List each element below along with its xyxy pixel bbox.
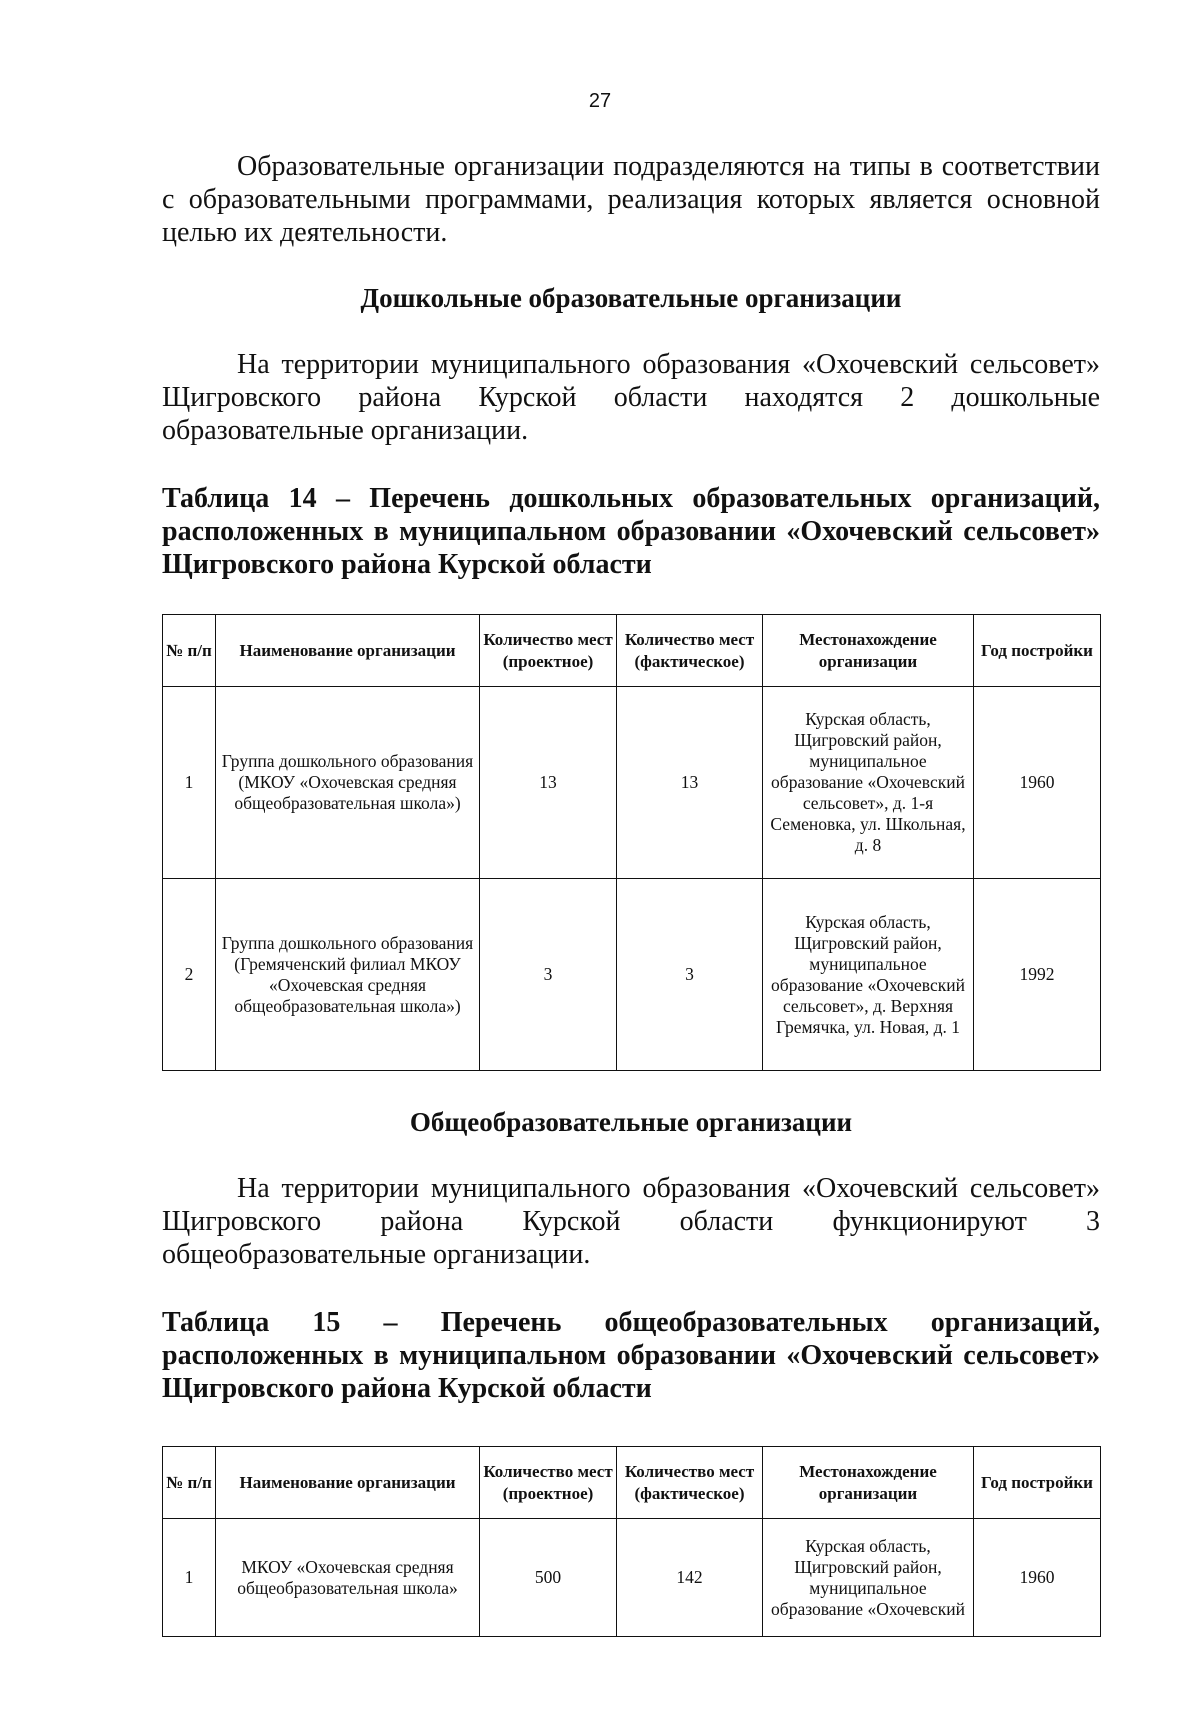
preschool-paragraph: На территории муниципального образования «Охочевский сельсовет» Щигровского района Курской области находятся 2 дошкольные образовательные организации. (162, 349, 1100, 446)
table-row (163, 1519, 1101, 1637)
preschool-heading-block (162, 282, 1100, 315)
col-header-design-capacity: Количество мест (проектное) (480, 1447, 617, 1519)
table15-caption-block (162, 1306, 1100, 1405)
table-15-caption: Таблица 15 – Перечень общеобразовательных организаций, расположенных в муниципальном образовании «Охочевский сельсовет» Щигровского района Курской области (162, 1307, 1100, 1404)
table-header-row (163, 615, 1101, 687)
col-header-location: Местонахождение организации (763, 615, 974, 687)
section-heading-general: Общеобразовательные организации (409, 1107, 853, 1137)
cell-name: Группа дошкольного образования (Гремяченский филиал МКОУ «Охочевская средняя общеобразовательная школа») (216, 879, 480, 1071)
table-15 (162, 1446, 1101, 1637)
general-paragraph-block (162, 1172, 1100, 1271)
intro-block (162, 150, 1100, 249)
section-heading-preschool: Дошкольные образовательные организации (360, 283, 902, 313)
cell-name: МКОУ «Охочевская средняя общеобразовательная школа» (216, 1519, 480, 1637)
cell-year: 1992 (974, 879, 1101, 1071)
col-header-num: № п/п (163, 1447, 216, 1519)
cell-design-capacity: 500 (480, 1519, 617, 1637)
cell-actual-capacity: 13 (617, 687, 763, 879)
general-paragraph: На территории муниципального образования «Охочевский сельсовет» Щигровского района Курской области функционируют 3 общеобразовательные организации. (162, 1173, 1100, 1270)
cell-num: 2 (163, 879, 216, 1071)
preschool-paragraph-block (162, 348, 1100, 447)
col-header-location: Местонахождение организации (763, 1447, 974, 1519)
table14-caption-block (162, 482, 1100, 581)
col-header-year: Год постройки (974, 1447, 1101, 1519)
cell-num: 1 (163, 1519, 216, 1637)
table-row (163, 687, 1101, 879)
cell-location: Курская область, Щигровский район, муниципальное образование «Охочевский (763, 1519, 974, 1637)
col-header-design-capacity: Количество мест (проектное) (480, 615, 617, 687)
table-row (163, 879, 1101, 1071)
table-14 (162, 614, 1101, 1071)
page-number: 27 (588, 90, 612, 112)
col-header-year: Год постройки (974, 615, 1101, 687)
col-header-name: Наименование организации (216, 615, 480, 687)
col-header-actual-capacity: Количество мест (фактическое) (617, 615, 763, 687)
cell-design-capacity: 3 (480, 879, 617, 1071)
table-14-caption: Таблица 14 – Перечень дошкольных образовательных организаций, расположенных в муниципальном образовании «Охочевский сельсовет» Щигровского района Курской области (162, 483, 1100, 580)
cell-actual-capacity: 3 (617, 879, 763, 1071)
col-header-name: Наименование организации (216, 1447, 480, 1519)
cell-location: Курская область, Щигровский район, муниципальное образование «Охочевский сельсовет», д. Верхняя Гремячка, ул. Новая, д. 1 (763, 879, 974, 1071)
cell-actual-capacity: 142 (617, 1519, 763, 1637)
table-header-row (163, 1447, 1101, 1519)
col-header-actual-capacity: Количество мест (фактическое) (617, 1447, 763, 1519)
cell-name: Группа дошкольного образования (МКОУ «Охочевская средняя общеобразовательная школа») (216, 687, 480, 879)
intro-paragraph: Образовательные организации подразделяются на типы в соответствии с образовательными программами, реализация которых является основной целью их деятельности. (162, 151, 1100, 248)
general-heading-block (162, 1106, 1100, 1139)
cell-year: 1960 (974, 687, 1101, 879)
cell-design-capacity: 13 (480, 687, 617, 879)
cell-num: 1 (163, 687, 216, 879)
cell-location: Курская область, Щигровский район, муниципальное образование «Охочевский сельсовет», д. 1-я Семеновка, ул. Школьная, д. 8 (763, 687, 974, 879)
cell-year: 1960 (974, 1519, 1101, 1637)
col-header-num: № п/п (163, 615, 216, 687)
